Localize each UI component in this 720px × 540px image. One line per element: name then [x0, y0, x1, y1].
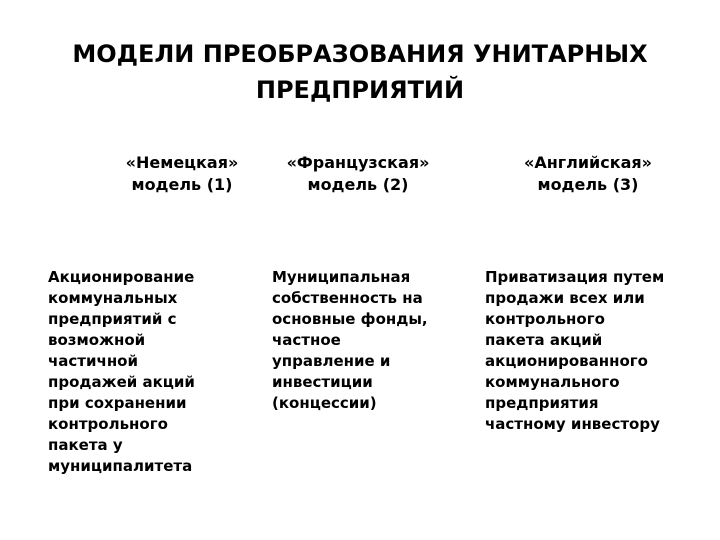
model-heading-german-name: «Немецкая»: [125, 153, 239, 172]
model-heading-english-number: модель (3): [537, 175, 639, 194]
model-heading-french-number: модель (2): [307, 175, 409, 194]
page-title: [0, 36, 720, 108]
model-description-english: Приватизация путем продажи всех или контрольного пакета акций акционированного коммунального предприятия частному инвестору: [485, 268, 665, 433]
model-heading-french-name: «Французская»: [286, 153, 430, 172]
model-description-german: Акционирование коммунальных предприятий с возможной частичной продажей акций при сохранении контрольного пакета у муниципалитета: [48, 268, 195, 475]
model-heading-german-number: модель (1): [131, 175, 233, 194]
model-description-french: Муниципальная собственность на основные фонды, частное управление и инвестиции (концессии): [272, 268, 428, 412]
page-title-line-2: ПРЕДПРИЯТИЙ: [255, 76, 465, 104]
page-title-line-1: МОДЕЛИ ПРЕОБРАЗОВАНИЯ УНИТАРНЫХ: [72, 40, 648, 68]
model-heading-english: [478, 152, 698, 196]
model-heading-english-name: «Английская»: [523, 153, 653, 172]
model-heading-french: [248, 152, 468, 196]
